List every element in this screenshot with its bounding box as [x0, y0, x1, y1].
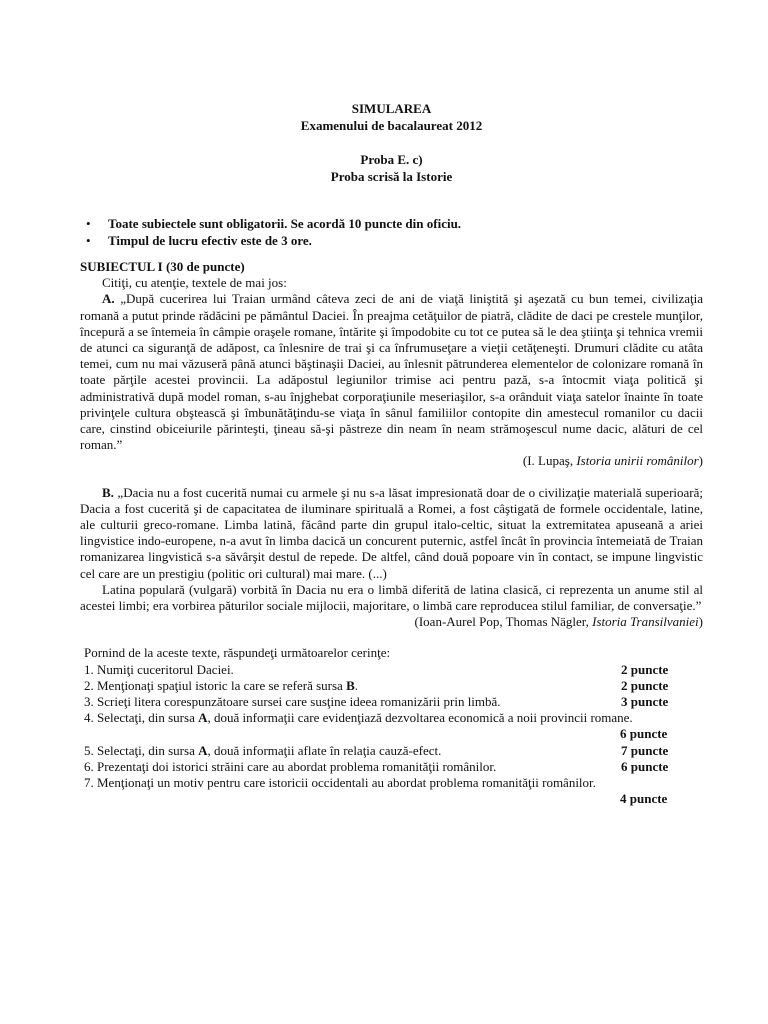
text-b-body-1: „Dacia nu a fost cucerită numai cu armele şi nu s-a lăsat impresionată doar de o civilizaţie materială superioară; Dacia a fost cucerită şi de capacitatea de iluminare spirituală a Romei, a fost câştigată de formele occidentale, latine, ale culturii greco-romane. Limba latină, făcând parte din grupul italo-celtic, situat la extremitatea apuseană a ariei lingvistice indo-europene, n-a avut în limba dacică un concurent puternic, astfel încât în provincia întemeiată de Traian romanizarea lingvistică s-a săvârşit destul de repede. De altfel, când două popoare vin în contact, se impune lingvistic cel care are un prestigiu (politic ori cultural) mai mare. (...) [80, 484, 703, 581]
task-3 [80, 694, 703, 710]
rule-item: • Timpul de lucru efectiv este de 3 ore. [80, 232, 703, 249]
text-a-label: A. [102, 291, 115, 307]
task-2-end: . [354, 677, 358, 693]
subject-title: SUBIECTUL I (30 de puncte) [80, 259, 245, 274]
rule-item: • Toate subiectele sunt obligatorii. Se acordă 10 puncte din oficiu. [80, 215, 703, 232]
task-6-points: 6 puncte [621, 758, 669, 774]
task-5-points: 7 puncte [621, 742, 669, 758]
task-5 [80, 743, 703, 759]
task-2-source: B [346, 677, 355, 693]
task-6 [80, 759, 703, 775]
rules-list [80, 215, 703, 249]
source-b-title: Istoria Transilvaniei [592, 614, 699, 630]
header-line-proba: Proba E. c) [360, 152, 423, 167]
source-a-end: ) [698, 453, 703, 469]
task-5-text: 5. Selectaţi, din sursa [84, 742, 199, 758]
text-b-label: B. [102, 484, 114, 500]
source-a [80, 453, 703, 469]
source-a-title: Istoria unirii românilor [576, 453, 699, 469]
text-b [80, 485, 703, 582]
task-1-points: 2 puncte [621, 661, 669, 677]
source-b-author: (Ioan-Aurel Pop, Thomas Nägler, [414, 614, 593, 630]
task-7-text: 7. Menţionaţi un motiv pentru care istoricii occidentali au abordat problema romanităţii românilor. [84, 775, 596, 791]
tasks-section [80, 645, 703, 807]
header-line-simulation: SIMULAREA [351, 101, 432, 116]
task-6-text: 6. Prezentaţi doi istorici străini care au abordat problema romanităţii românilor. [84, 758, 497, 774]
task-4-points: 6 puncte [620, 726, 668, 742]
source-b-end: ) [698, 614, 703, 630]
subject-intro-text: Citiţi, cu atenţie, textele de mai jos: [102, 275, 287, 291]
task-4-end: , două informaţii care evidenţiază dezvoltarea economică a noii provincii romane. [207, 710, 633, 726]
exam-page [80, 100, 703, 808]
source-a-author: (I. Lupaş, [522, 453, 577, 469]
task-2 [80, 678, 703, 694]
text-a [80, 291, 703, 453]
header-line-exam: Examenului de bacalaureat 2012 [300, 118, 483, 133]
task-4-source: A [198, 710, 208, 726]
text-b-body-2: Latina populară (vulgară) vorbită în Dacia nu era o limbă diferită de latina clasică, ci reprezenta un anume stil al acestei limbi; era vorbirea păturilor sociale mijlocii, majoritare, o limbă care reproducea stilul familiar, de conversaţie.” [80, 581, 703, 614]
task-3-text: 3. Scrieţi litera corespunzătoare sursei care susţine ideea romanizării prin limbă. [84, 694, 501, 710]
text-a-body: „După cucerirea lui Traian urmând câteva zeci de ani de viaţă liniştită şi aşezată cu bun temei, civilizaţia romană a putut prinde rădăcini pe pământul Daciei. În preajma cetăţuilor de piatră, clădite de daci pe crestele munţilor, începură a se întemeia în câmpie oraşele romane, întărite şi împodobite cu tot ce putea să le dea ştiinţa şi tehnica vremii de atunci ca siguranţă de adăpost, ca înlesnire de trai şi ca înfrumuseţare a vieţii cetăţeneşti. Drumuri clădite cu atâta temei, cum nu mai văzuseră până atunci băştinaşii Daciei, au înlesnit pătrunderea elementelor de colonizare romană în toate părţile acestei provincii. La adăpostul legiunilor trimise aci pentru pază, s-a întocmit viaţa politică şi administrativă după model roman, s-au înjghebat corporaţiunile meseriaşilor, s-a orânduit viaţa satelor înainte în toate privinţele cultura obştească şi îmbunătăţindu-se viaţa în sânul familiilor contopite din amestecul romanilor cu dacii care, cinstind obiceiurile părinteşti, ţineau să-şi păstreze din neam în neam strămoşescul nume dacic, alături de cel roman.” [80, 291, 703, 453]
task-4-text: 4. Selectaţi, din sursa [84, 710, 199, 726]
header-line-subject: Proba scrisă la Istorie [330, 169, 453, 184]
tasks-intro: Pornind de la aceste texte, răspundeţi următoarelor cerinţe: [84, 645, 391, 661]
task-5-end: , două informaţii aflate în relaţia cauză-efect. [207, 742, 442, 758]
subject-intro [80, 275, 703, 291]
exam-header [80, 100, 703, 185]
task-2-text: 2. Menţionaţi spaţiul istoric la care se referă sursa [84, 677, 347, 693]
source-b [80, 614, 703, 630]
task-3-points: 3 puncte [621, 694, 669, 710]
task-7-points: 4 puncte [620, 791, 668, 807]
task-1 [80, 662, 703, 678]
task-4 [80, 710, 703, 726]
text-b-2 [80, 582, 703, 614]
task-5-source: A [198, 742, 208, 758]
task-1-text: 1. Numiţi cuceritorul Daciei. [84, 661, 234, 677]
task-2-points: 2 puncte [621, 677, 669, 693]
